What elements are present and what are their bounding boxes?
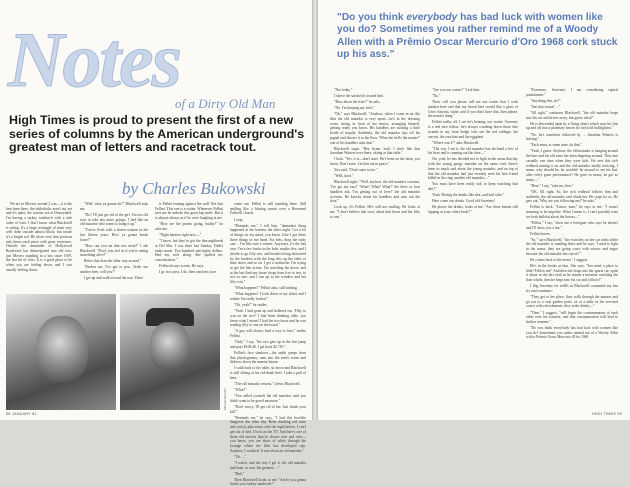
paragraph: "No. I'm keeping my fries.": [334, 106, 375, 111]
author-photo-large: [6, 294, 116, 410]
paragraph: "How about the fries?" he asks.: [334, 100, 381, 105]
paragraph: He places the drinks, looks at me: "Are those beauts still nipping at your celery buds?": [428, 205, 518, 215]
paragraph: Fellini's face shadows—the smile jumps from that physiognomy, runs into the men's room and delivers down the nearest latrine.: [230, 350, 306, 365]
pull-quote: [337, 12, 622, 62]
paragraph: Look up. It's Fellini. He's still not smiling. He looks at me. "I don't believe that story about that horse and the fifty to one.": [330, 205, 420, 219]
right-folio: HIGH TIMES 59: [592, 412, 622, 416]
paragraph: I go in to piss. I do, then wash my face.: [159, 270, 218, 275]
paragraph: "Not today.": [334, 88, 353, 92]
paragraph: is Fellini leaning against the wall. Not that Fellini. This one is a waiter. Whenever Fellini sees me he unbolts this great big smile. But it is almost always as if he were laughing at me.: [155, 202, 223, 221]
paragraph: "The old matador returns," chews Blackwell.: [234, 381, 301, 386]
paragraph: "So," says Blackwell, "she switches on her car radio while the old matador is standing there and he says, 'I used to fight in the arena, they are going crazy with sorrow and anger because the old matador has run off.'": [526, 237, 618, 256]
paragraph: He is descended upon by a flying object which runs his fins up and off into a planetary haven for tired old bullfighters.": [526, 121, 618, 131]
paragraph: "What?": [234, 388, 247, 392]
paragraph: "Yeah, I guess. Anyhow, the old matador is hanging around the bars and his old wine has been lingering around. They met casually one time when they were kids. He sees this rich redhead turning it on and the old matador hardly noticing. I mean, why should he, he wouldn't be around to see his last, after every great performance? He gave so many, he got so many—": [526, 149, 618, 182]
paragraph: "How are the ponies going, buddy?" he asks me.: [155, 222, 223, 231]
left-column-3: [155, 202, 223, 292]
paragraph: We are in Mexico around 2 a.m.—it is the best time there, the tablecloths aren't out yet and it's quiet; the tourists are at Disneyland. I'm having a turkey sandwich with a side order of fries. I don't know what Blackwell is eating. It's a large rectangle of meat very well done outside almost black; but inside it's a bright red. He slices very thin portions and chews each piece with great reverence. Outside the remainder of Hollywood Boulevard has disintegrated into old row; just Mosers standing in a bus since 1959, the last bit of class. It is a good place to be when you are feeling down, and I was usually feeling down.: [6, 202, 72, 272]
byline: by Charles Bukowski: [122, 179, 266, 198]
paragraph: "What happens? I look down at my ticket and I realize I'm really fucked.": [230, 292, 306, 301]
paragraph: "No.": [432, 94, 441, 99]
paragraph: "All right," continues Blackwell, "the old matador leaps into his car and drives away, but guess what?": [526, 110, 618, 120]
paragraph: "Fellini," I say, "show me a foreigner who says he doesn't and I'll show you a liar.": [526, 220, 618, 230]
paragraph: He comes back to the arena." I suggest.: [530, 257, 589, 262]
pull-quote-part-2: has bad luck with women like you do? Sometimes you rather remind me of a Woody Allen with a Prêmio Oscar Mercurio d'Oro 1968 cork stuck up his ass.": [337, 12, 618, 61]
paragraph: "Pardon me, I've got to piss. Order me another beer, will you?": [80, 265, 148, 275]
paragraph: "Yeah. I had gone up and hollered out, 'Fifty to win on the two!' I had been thinking odds, you know what I mean? I had the two horse and he was reading fifty to one on the board.": [230, 309, 306, 328]
paragraph: Then, will you please call me our waiter that I wish another beer and that my friend here would like a glass of Cerro Sajonia, white, and if you don't have that, then please, the nearest thing.": [428, 100, 518, 119]
paragraph: You said, "Don't stare twice.": [334, 168, 378, 173]
author-photo-small: [120, 294, 220, 410]
paragraph: Fellini leaves.: [530, 231, 551, 236]
paragraph: "Well, what ya gonna do?" Blackwell asks me.: [80, 202, 148, 211]
paragraph: "How can you eat that raw meat?" I ask Blackwell. "Don't you feel as if you're eating something alive?": [80, 243, 148, 258]
paragraph: "You called yourself the old matador, said you didn't want to be gored anymore.": [230, 394, 306, 403]
paragraph: "Evermore, Sweeney. I am considering capital punishment.": [526, 88, 618, 97]
author-face-small: [150, 322, 190, 370]
paragraph: come out. Fellini is still standing there. Still smiling like a blazing sunset over a Beverend Fullwell church.: [230, 202, 306, 216]
paragraph: "Here," I say, "take my fries.": [530, 183, 574, 188]
pull-quote-part-1: "Do you think: [337, 12, 407, 23]
paragraph: Fellini is back. "Listen, man," he says to me. "I wasn't meaning to be impolite. What I mean is, I can't possibly trust we both bullshit about the horses—": [526, 205, 618, 219]
column-subtitle: of a Dirty Old Man: [175, 96, 276, 111]
photo-credit: Michael Montfort: [223, 387, 227, 410]
intro-blurb: High Times is proud to present the first of a new series of columns by the American underground's greatest man of letters and racetrack tout.: [9, 113, 305, 155]
paragraph: "Anything else, sir?": [530, 98, 561, 103]
paragraph: "Reminds me," I tell him, "damndest thing happened at the harness the other night. Got a lot of things on my mind, you know. Like I got these three things in my head. Six bets, drop the early one ... I'm like sure a winner. Anyways, it's the last race. I'm a few bucks in the hole, maybe five, and I decide to go fifty win, and besides being distracted by the hookers with the long slits up the sides of their skirts and so on. I get a toothache. I'm trying to get the late action. I'm watching the horse, and at the last flash my horse drops from five to two, to two to one, and I run up to the window and bet fifty win.": [230, 223, 306, 285]
paragraph: "Just that sexual ... ": [530, 104, 561, 109]
pull-quote-emphasis: everybody: [406, 12, 458, 23]
paragraph: "Uh. ...": [234, 454, 247, 459]
paragraph: I stop.: [234, 217, 244, 222]
right-column-2: [428, 88, 518, 410]
paragraph: Fellini walks off. I see he's beating, our waiter. Sweeney is a real nice fellow; he's always combing down those fine strands in my front hedge who see the red cabbage, the carrots, the zucchini and the eggplant.: [428, 120, 518, 139]
paragraph: "They get to her place, they walk through the manses and go out to a vast garden patio, sit at a table in the serviced courts with refreshments, they order drinks—": [526, 295, 618, 309]
paragraph: Then Blackwell looks at me: "Aren't you gonna finish your turkey sandwich?": [230, 477, 306, 487]
paragraph: "Do? I'll just get rid of the girl. I'm too old now to take any more goings. I feel like an old matador who wants to hang it up.": [80, 212, 148, 227]
paragraph: "Oh, yeah?" he smiles.: [234, 303, 268, 308]
paragraph: "Do you think everybody has bad luck with women like you do? Sometimes you rather remind me of a Woody Allen with a Prêmio Oscar Mercurio d'Oro 1968: [526, 326, 618, 340]
left-column-2: [80, 202, 148, 292]
left-page: [0, 0, 312, 487]
paragraph: I look. "Yes, it is—don't stare. He's been on the farm, you know. Don't stare. Let him eat in peace.": [330, 157, 420, 167]
paragraph: "No, he's somehow followed by ... Jonathan Winters is leaving.": [526, 132, 618, 142]
paragraph: Better that than the other way around.": [84, 259, 142, 264]
paragraph: "You've lived with a dozen women in the last fifteen years. How ya gonna break loose?": [80, 228, 148, 242]
paragraph: Here come our drinks. Good old Sweeney!: [432, 199, 496, 204]
paragraph: "Huh.": [234, 471, 245, 476]
paragraph: I flag Sweeney for refills as Blackwell consumed my last fry and continues:: [526, 284, 618, 293]
paragraph: "What happens?" Fellini asks, still smiling.: [234, 286, 298, 291]
right-column-1: [330, 88, 420, 410]
paragraph: Blackwell stops. "Hey listen, look, I don't like that Jonathan Winters over there, sitting at that table.": [330, 146, 420, 156]
paragraph: "Well, don't.": [334, 174, 354, 179]
paragraph: "The way I see it, the old matador has declined a few of his beys and is running out the door—": [428, 146, 518, 156]
paragraph: "A guy will always find a way to lose," smiles Fellini.: [230, 329, 306, 339]
paragraph: Yeah. Mixing the drinks like that, and bad coke.": [432, 193, 505, 198]
left-folio: 58 JANUARY 81: [6, 412, 37, 416]
right-column-3: [526, 88, 618, 410]
paragraph: "I watch, and the way I get it, the old matador had been, or was, the greatest. ...": [230, 460, 306, 470]
column-title: Notes: [8, 16, 180, 103]
paragraph: "Are you our waiter?" I ask him.: [432, 88, 481, 92]
left-column-1: [6, 202, 72, 292]
paragraph: "Reminds me," he says, "I had this horrible hangover the other day. Been drinking red wine and scotch, plus some coke the night before. I can't get out of bed. I lock on the TV. And here's one of those old movies they've shown over and over—you know, you see shots of white through the footage where the film has developed rips. Anyhow, I watched. It was about an old matador.": [230, 415, 306, 453]
paragraph: Blackwell sighs. "Well, anyhow, the old matador screams, 'I've got my ears!' 'What? What? What?' the three or four handlers ask. 'I'm getting out of here!' the old matador screams. He knocks down his handlers and runs out the door.": [330, 180, 420, 204]
paragraph: "Night harness right now—": [159, 233, 202, 237]
paragraph: "Each must, at some time, do that.": [530, 143, 583, 148]
paragraph: "Only," I say, "the two gets up in the last jump and pays $106.40. I get back $2,710.": [230, 340, 306, 349]
paragraph: "Ok," says Blackwell, "Anyhow, when I come in on this film the old matador is very upset—he's in the dressing room, sitting in front of the mirror, arranging himself, getting ready you know. His handlers are sucking a little bottle of tequila. Suddenly, the old matador rips off his pigtail and throws it to the floor. 'What the hell's the matter?' one of his handlers asks him.": [330, 112, 420, 145]
right-page: [318, 0, 630, 420]
left-column-4: [230, 202, 306, 487]
author-face: [36, 316, 88, 382]
paragraph: "Then," I suggest, "will begin the consummation of each other over his torment, and that consummation will lead to further torment.": [526, 310, 618, 324]
paragraph: "I know, but they've got the thoroughbreds at Del Mar. I was there last Sunday. Didn't make much. Two hundred and eighty dollars. Had my wife along. She spoiled my concentration.": [155, 239, 223, 262]
paragraph: I walk back to the table, sit down and Blackwell is still slicing at his red-death beef. I take a pull of beer.: [230, 366, 306, 380]
paragraph: Fellini always scores. He says.: [159, 264, 205, 268]
paragraph: "OK. All right. So, the rich redhead follows him and suddenly, the old matador can't elude her. He stops for us. He gets out. 'Why are you following me?' he asks.": [526, 189, 618, 204]
paragraph: Oh, yeah, he has decided not to fight in the arena that day with the young gungy matador on the same card, there's been so much said about the young matador, and on top of that the old matador had just recently seen his best friend killed in the ring, another old matador—": [428, 157, 518, 181]
paragraph: "Don't worry, I'll get rid of her. Just finish your kill.": [230, 404, 306, 414]
paragraph: I shove the sandwich toward him.: [334, 94, 384, 99]
paragraph: You must have been really sick to keep watching that shit?": [428, 182, 518, 192]
paragraph: He's in the books at him. She says: 'You need a place to hide! Follow me!' And then she leaps into her sports car, spins it about in the dirt road as he stands a moment watching the dust whirls, then he leaps into his car and follows!": [526, 264, 618, 283]
paragraph: "Where was I?" asks Blackwell.: [432, 140, 480, 145]
paragraph: I get up and walk toward the rear. There: [84, 276, 144, 281]
